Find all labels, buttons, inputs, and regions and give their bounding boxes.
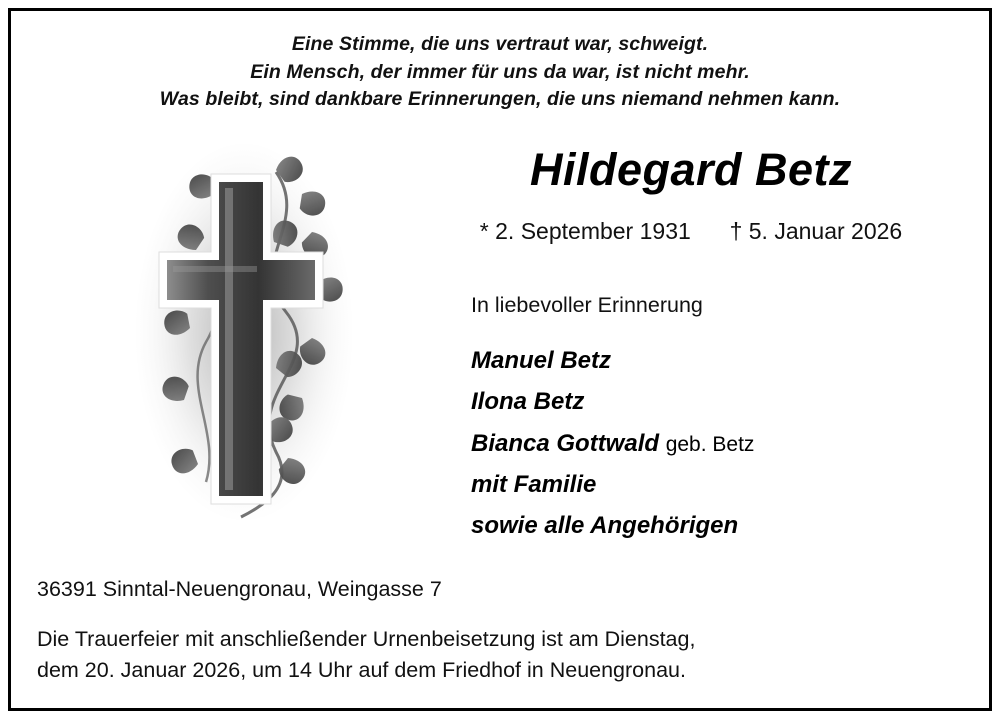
birth-date: * 2. September 1931 <box>479 218 691 245</box>
survivor-name: Ilona Betz <box>471 388 585 416</box>
death-date: † 5. Januar 2026 <box>729 218 903 245</box>
life-dates <box>411 218 971 245</box>
survivor-name: Manuel Betz <box>471 347 612 375</box>
list-item <box>471 505 971 546</box>
survivor-suffix: geb. Betz <box>665 432 755 456</box>
address-line: 36391 Sinntal-Neuengronau, Weingasse 7 <box>37 576 442 601</box>
ceremony-line-2: dem 20. Januar 2026, um 14 Uhr auf dem Friedhof in Neuengronau. <box>37 657 686 682</box>
list-item <box>471 423 971 464</box>
cross-with-ivy-icon <box>126 132 366 532</box>
verse-line-1: Eine Stimme, die uns vertraut war, schweigt. <box>291 33 709 55</box>
text-column <box>411 134 971 546</box>
survivor-name: Bianca Gottwald <box>471 429 660 457</box>
main-section <box>11 114 989 544</box>
notice-content <box>11 11 989 708</box>
list-item <box>471 464 971 505</box>
memory-line: In liebevoller Erinnerung <box>471 293 703 318</box>
ceremony-line-1: Die Trauerfeier mit anschließender Urnenbeisetzung ist am Dienstag, <box>37 626 696 651</box>
verse-line-2: Ein Mensch, der immer für uns da war, ist nicht mehr. <box>250 60 750 83</box>
memorial-verse <box>11 11 989 114</box>
footer-section <box>37 577 963 686</box>
deceased-name: Hildegard Betz <box>529 144 853 196</box>
verse-line-3: Was bleibt, sind dankbare Erinnerungen, die uns niemand nehmen kann. <box>159 88 841 111</box>
survivor-name: sowie alle Angehörigen <box>471 512 739 540</box>
list-item <box>471 381 971 422</box>
survivor-name: mit Familie <box>471 470 597 498</box>
list-item <box>471 340 971 381</box>
survivors-list <box>471 340 971 546</box>
ceremony-details <box>37 624 963 686</box>
